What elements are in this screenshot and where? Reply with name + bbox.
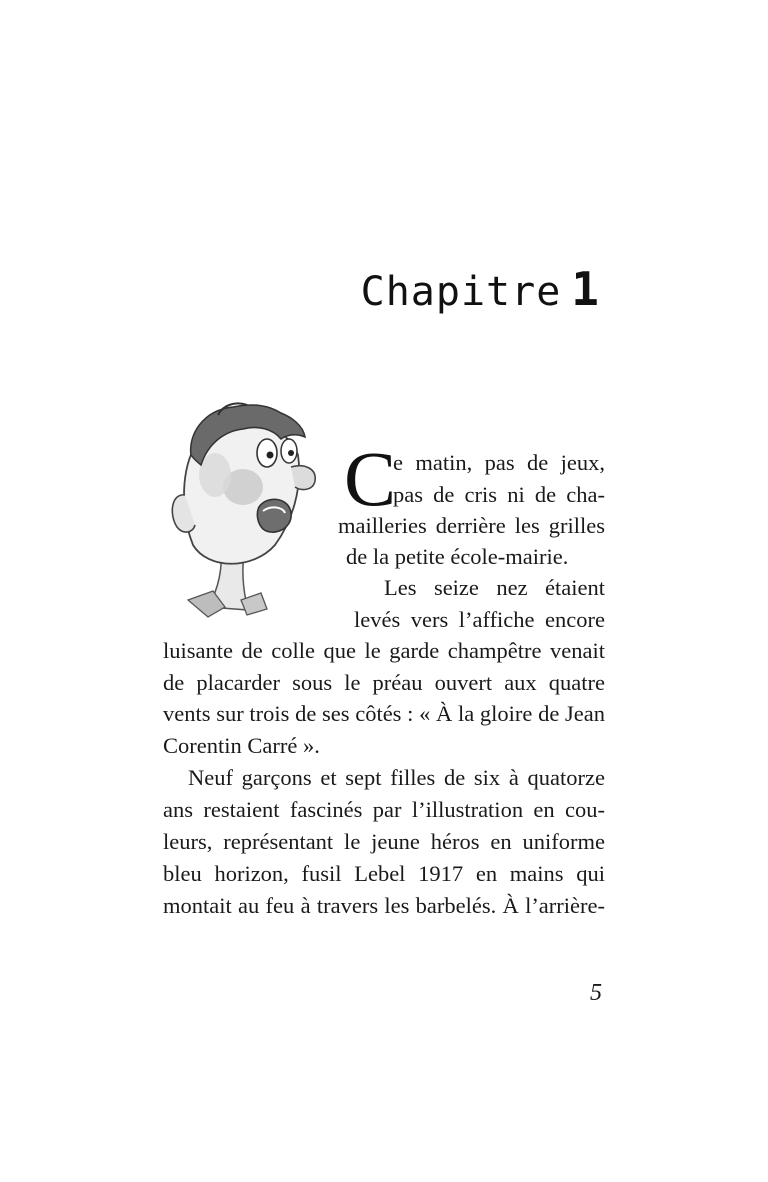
chapter-word: Chapitre (360, 269, 562, 315)
chapter-heading (360, 262, 600, 316)
text-line: mailleries derrière les grilles (338, 513, 605, 538)
text-line: vents sur trois de ses côtés : « À la gloire de Jean (163, 701, 605, 726)
boy-face-illustration (163, 395, 331, 623)
text-line: Neuf garçons et sept filles de six à quatorze (188, 765, 605, 790)
text-line: e matin, pas de jeux, (393, 450, 605, 475)
text-line: ans restaient fascinés par l’illustration en cou- (163, 797, 605, 822)
text-line: bleu horizon, fusil Lebel 1917 en mains qui (163, 861, 605, 886)
drop-cap-letter: C (344, 435, 397, 522)
text-line: luisante de colle que le garde champêtre venait (163, 638, 605, 663)
text-line: de placarder sous le préau ouvert aux quatre (163, 670, 605, 695)
text-line: montait au feu à travers les barbelés. À l’arrière- (163, 893, 605, 918)
text-line: de la petite école-mairie. (346, 544, 569, 569)
text-line: Corentin Carré ». (163, 733, 320, 758)
page-number: 5 (590, 980, 602, 1006)
text-line: levés vers l’affiche encore (354, 607, 605, 632)
text-line: Les seize nez étaient (384, 575, 605, 600)
text-line: pas de cris ni de cha- (393, 482, 605, 507)
chapter-number: 1 (571, 262, 600, 316)
text-line: leurs, représentant le jeune héros en uniforme (163, 829, 605, 854)
